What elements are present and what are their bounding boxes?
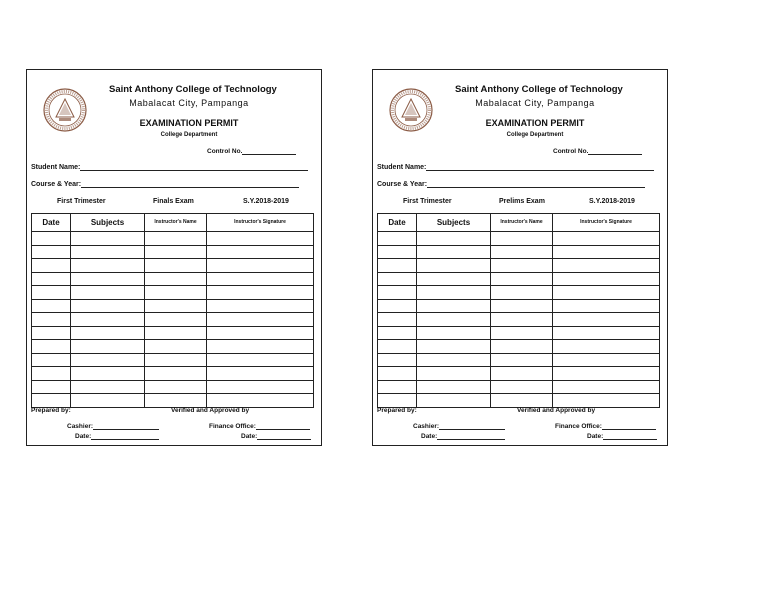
instructor-name-cell[interactable] [491, 272, 553, 286]
date-cell[interactable] [32, 286, 71, 300]
table-row [32, 353, 314, 367]
instructor-signature-cell[interactable] [207, 313, 314, 327]
subject-cell[interactable] [417, 232, 491, 246]
subject-cell[interactable] [71, 232, 145, 246]
subject-cell[interactable] [417, 340, 491, 354]
col-instructor-signature: Instructor's Signature [553, 214, 660, 232]
instructor-name-cell[interactable] [145, 394, 207, 408]
table-row [378, 313, 660, 327]
school-city: Mabalacat City, Pampanga [129, 98, 249, 108]
date-cell[interactable] [378, 326, 417, 340]
instructor-signature-cell[interactable] [553, 245, 660, 259]
date-cell[interactable] [378, 299, 417, 313]
date-cell[interactable] [32, 394, 71, 408]
table-row [32, 272, 314, 286]
date-cell[interactable] [32, 259, 71, 273]
instructor-signature-cell[interactable] [553, 394, 660, 408]
table-row [32, 340, 314, 354]
instructor-signature-cell[interactable] [553, 259, 660, 273]
instructor-name-cell[interactable] [145, 367, 207, 381]
table-row [378, 367, 660, 381]
school-city: Mabalacat City, Pampanga [475, 98, 595, 108]
subject-cell[interactable] [417, 299, 491, 313]
table-row [32, 299, 314, 313]
subject-cell[interactable] [417, 380, 491, 394]
date-cell[interactable] [32, 380, 71, 394]
instructor-name-cell[interactable] [145, 259, 207, 273]
instructor-signature-cell[interactable] [553, 272, 660, 286]
col-instructor-name: Instructor's Name [145, 214, 207, 232]
exam-type: Finals Exam [153, 198, 194, 205]
control-no-label: Control No. [553, 148, 589, 155]
subject-cell[interactable] [71, 272, 145, 286]
finance-date-field[interactable] [587, 433, 657, 440]
instructor-name-cell[interactable] [491, 394, 553, 408]
table-row [32, 286, 314, 300]
cashier-label: Cashier: [67, 423, 94, 430]
student-name-label: Student Name: [31, 164, 81, 171]
col-date: Date [32, 214, 71, 232]
verified-label: Verified and Approved by [171, 407, 250, 414]
instructor-name-cell[interactable] [145, 272, 207, 286]
instructor-name-cell[interactable] [491, 286, 553, 300]
subject-cell[interactable] [417, 259, 491, 273]
course-year-field[interactable] [377, 181, 645, 188]
subject-cell[interactable] [71, 313, 145, 327]
subject-cell[interactable] [71, 326, 145, 340]
col-subjects: Subjects [71, 214, 145, 232]
verified-label: Verified and Approved by [517, 407, 596, 414]
instructor-name-cell[interactable] [145, 380, 207, 394]
date-cell[interactable] [32, 353, 71, 367]
date-label: Date: [75, 433, 92, 440]
permit-title: EXAMINATION PERMIT [139, 118, 239, 128]
date-label: Date: [587, 433, 604, 440]
control-no-field[interactable] [207, 148, 296, 155]
instructor-signature-cell[interactable] [553, 326, 660, 340]
date-cell[interactable] [378, 245, 417, 259]
subject-cell[interactable] [417, 367, 491, 381]
permit-title: EXAMINATION PERMIT [485, 118, 585, 128]
instructor-name-cell[interactable] [145, 299, 207, 313]
date-cell[interactable] [378, 286, 417, 300]
instructor-name-cell[interactable] [491, 245, 553, 259]
course-year-label: Course & Year: [31, 181, 82, 188]
finance-office-field[interactable] [555, 423, 656, 430]
date-label: Date: [241, 433, 258, 440]
student-name-field[interactable] [31, 164, 308, 171]
term: First Trimester [57, 198, 106, 205]
date-cell[interactable] [378, 272, 417, 286]
subject-cell[interactable] [417, 394, 491, 408]
table-row [32, 367, 314, 381]
date-label: Date: [421, 433, 438, 440]
school-year: S.Y.2018-2019 [589, 198, 635, 205]
examination-permit [26, 69, 322, 446]
finance-date-field[interactable] [241, 433, 311, 440]
cashier-field[interactable] [67, 423, 159, 430]
subject-cell[interactable] [417, 245, 491, 259]
instructor-name-cell[interactable] [491, 313, 553, 327]
subjects-table [377, 213, 660, 408]
subjects-table [31, 213, 314, 408]
date-cell[interactable] [378, 313, 417, 327]
subject-cell[interactable] [71, 245, 145, 259]
school-name: Saint Anthony College of Technology [455, 84, 623, 95]
date-cell[interactable] [32, 299, 71, 313]
table-header [378, 214, 660, 232]
date-cell[interactable] [32, 326, 71, 340]
control-no-field[interactable] [553, 148, 642, 155]
cashier-date-field[interactable] [75, 433, 159, 440]
table-row [378, 299, 660, 313]
instructor-signature-cell[interactable] [553, 286, 660, 300]
subject-cell[interactable] [417, 313, 491, 327]
finance-office-field[interactable] [209, 423, 310, 430]
instructor-signature-cell[interactable] [207, 245, 314, 259]
college-seal-icon [43, 88, 87, 132]
date-cell[interactable] [378, 259, 417, 273]
instructor-name-cell[interactable] [145, 353, 207, 367]
instructor-signature-cell[interactable] [553, 367, 660, 381]
college-seal-icon [389, 88, 433, 132]
date-cell[interactable] [32, 272, 71, 286]
subject-cell[interactable] [71, 353, 145, 367]
instructor-signature-cell[interactable] [553, 340, 660, 354]
control-no-label: Control No. [207, 148, 243, 155]
instructor-name-cell[interactable] [491, 259, 553, 273]
instructor-name-cell[interactable] [491, 299, 553, 313]
subject-cell[interactable] [417, 272, 491, 286]
instructor-name-cell[interactable] [491, 380, 553, 394]
table-row [378, 286, 660, 300]
table-row [378, 353, 660, 367]
table-row [378, 394, 660, 408]
date-cell[interactable] [32, 245, 71, 259]
instructor-name-cell[interactable] [491, 367, 553, 381]
cashier-field[interactable] [413, 423, 505, 430]
instructor-signature-cell[interactable] [553, 313, 660, 327]
instructor-signature-cell[interactable] [207, 286, 314, 300]
student-name-field[interactable] [377, 164, 654, 171]
col-instructor-signature: Instructor's Signature [207, 214, 314, 232]
instructor-signature-cell[interactable] [553, 232, 660, 246]
instructor-signature-cell[interactable] [553, 353, 660, 367]
instructor-name-cell[interactable] [145, 326, 207, 340]
instructor-signature-cell[interactable] [207, 394, 314, 408]
subject-cell[interactable] [71, 367, 145, 381]
table-row [32, 245, 314, 259]
instructor-name-cell[interactable] [145, 313, 207, 327]
school-name: Saint Anthony College of Technology [109, 84, 277, 95]
subject-cell[interactable] [71, 259, 145, 273]
department: College Department [506, 132, 564, 138]
instructor-signature-cell[interactable] [207, 353, 314, 367]
table-row [378, 340, 660, 354]
table-row [378, 380, 660, 394]
col-subjects: Subjects [417, 214, 491, 232]
date-cell[interactable] [378, 394, 417, 408]
instructor-name-cell[interactable] [491, 232, 553, 246]
table-row [32, 380, 314, 394]
instructor-name-cell[interactable] [491, 340, 553, 354]
instructor-signature-cell[interactable] [553, 380, 660, 394]
col-instructor-name: Instructor's Name [491, 214, 553, 232]
date-cell[interactable] [378, 232, 417, 246]
date-cell[interactable] [32, 232, 71, 246]
date-cell[interactable] [378, 380, 417, 394]
date-cell[interactable] [32, 367, 71, 381]
subject-cell[interactable] [71, 380, 145, 394]
table-row [378, 259, 660, 273]
subject-cell[interactable] [417, 353, 491, 367]
date-cell[interactable] [378, 367, 417, 381]
instructor-signature-cell[interactable] [207, 326, 314, 340]
finance-office-label: Finance Office: [209, 423, 256, 430]
department: College Department [160, 132, 218, 138]
table-row [378, 232, 660, 246]
table-row [378, 245, 660, 259]
exam-type: Prelims Exam [499, 198, 545, 205]
subject-cell[interactable] [71, 340, 145, 354]
term: First Trimester [403, 198, 452, 205]
instructor-signature-cell[interactable] [207, 232, 314, 246]
instructor-signature-cell[interactable] [207, 340, 314, 354]
date-cell[interactable] [32, 313, 71, 327]
course-year-field[interactable] [31, 181, 299, 188]
table-row [32, 313, 314, 327]
instructor-signature-cell[interactable] [553, 299, 660, 313]
table-row [32, 232, 314, 246]
course-year-label: Course & Year: [377, 181, 428, 188]
instructor-name-cell[interactable] [145, 286, 207, 300]
subject-cell[interactable] [71, 299, 145, 313]
examination-permit [372, 69, 668, 446]
table-row [32, 394, 314, 408]
table-header [32, 214, 314, 232]
prepared-by-label: Prepared by: [377, 407, 417, 414]
table-row [32, 326, 314, 340]
cashier-date-field[interactable] [421, 433, 505, 440]
instructor-name-cell[interactable] [491, 326, 553, 340]
date-cell[interactable] [378, 340, 417, 354]
subject-cell[interactable] [71, 394, 145, 408]
finance-office-label: Finance Office: [555, 423, 602, 430]
student-name-label: Student Name: [377, 164, 427, 171]
school-year: S.Y.2018-2019 [243, 198, 289, 205]
instructor-signature-cell[interactable] [207, 299, 314, 313]
instructor-name-cell[interactable] [145, 245, 207, 259]
date-cell[interactable] [378, 353, 417, 367]
prepared-by-label: Prepared by: [31, 407, 71, 414]
table-row [32, 259, 314, 273]
subject-cell[interactable] [417, 326, 491, 340]
subject-cell[interactable] [417, 286, 491, 300]
instructor-name-cell[interactable] [145, 232, 207, 246]
cashier-label: Cashier: [413, 423, 440, 430]
date-cell[interactable] [32, 340, 71, 354]
col-date: Date [378, 214, 417, 232]
instructor-name-cell[interactable] [145, 340, 207, 354]
instructor-signature-cell[interactable] [207, 380, 314, 394]
instructor-name-cell[interactable] [491, 353, 553, 367]
instructor-signature-cell[interactable] [207, 272, 314, 286]
instructor-signature-cell[interactable] [207, 367, 314, 381]
subject-cell[interactable] [71, 286, 145, 300]
instructor-signature-cell[interactable] [207, 259, 314, 273]
table-row [378, 272, 660, 286]
table-row [378, 326, 660, 340]
